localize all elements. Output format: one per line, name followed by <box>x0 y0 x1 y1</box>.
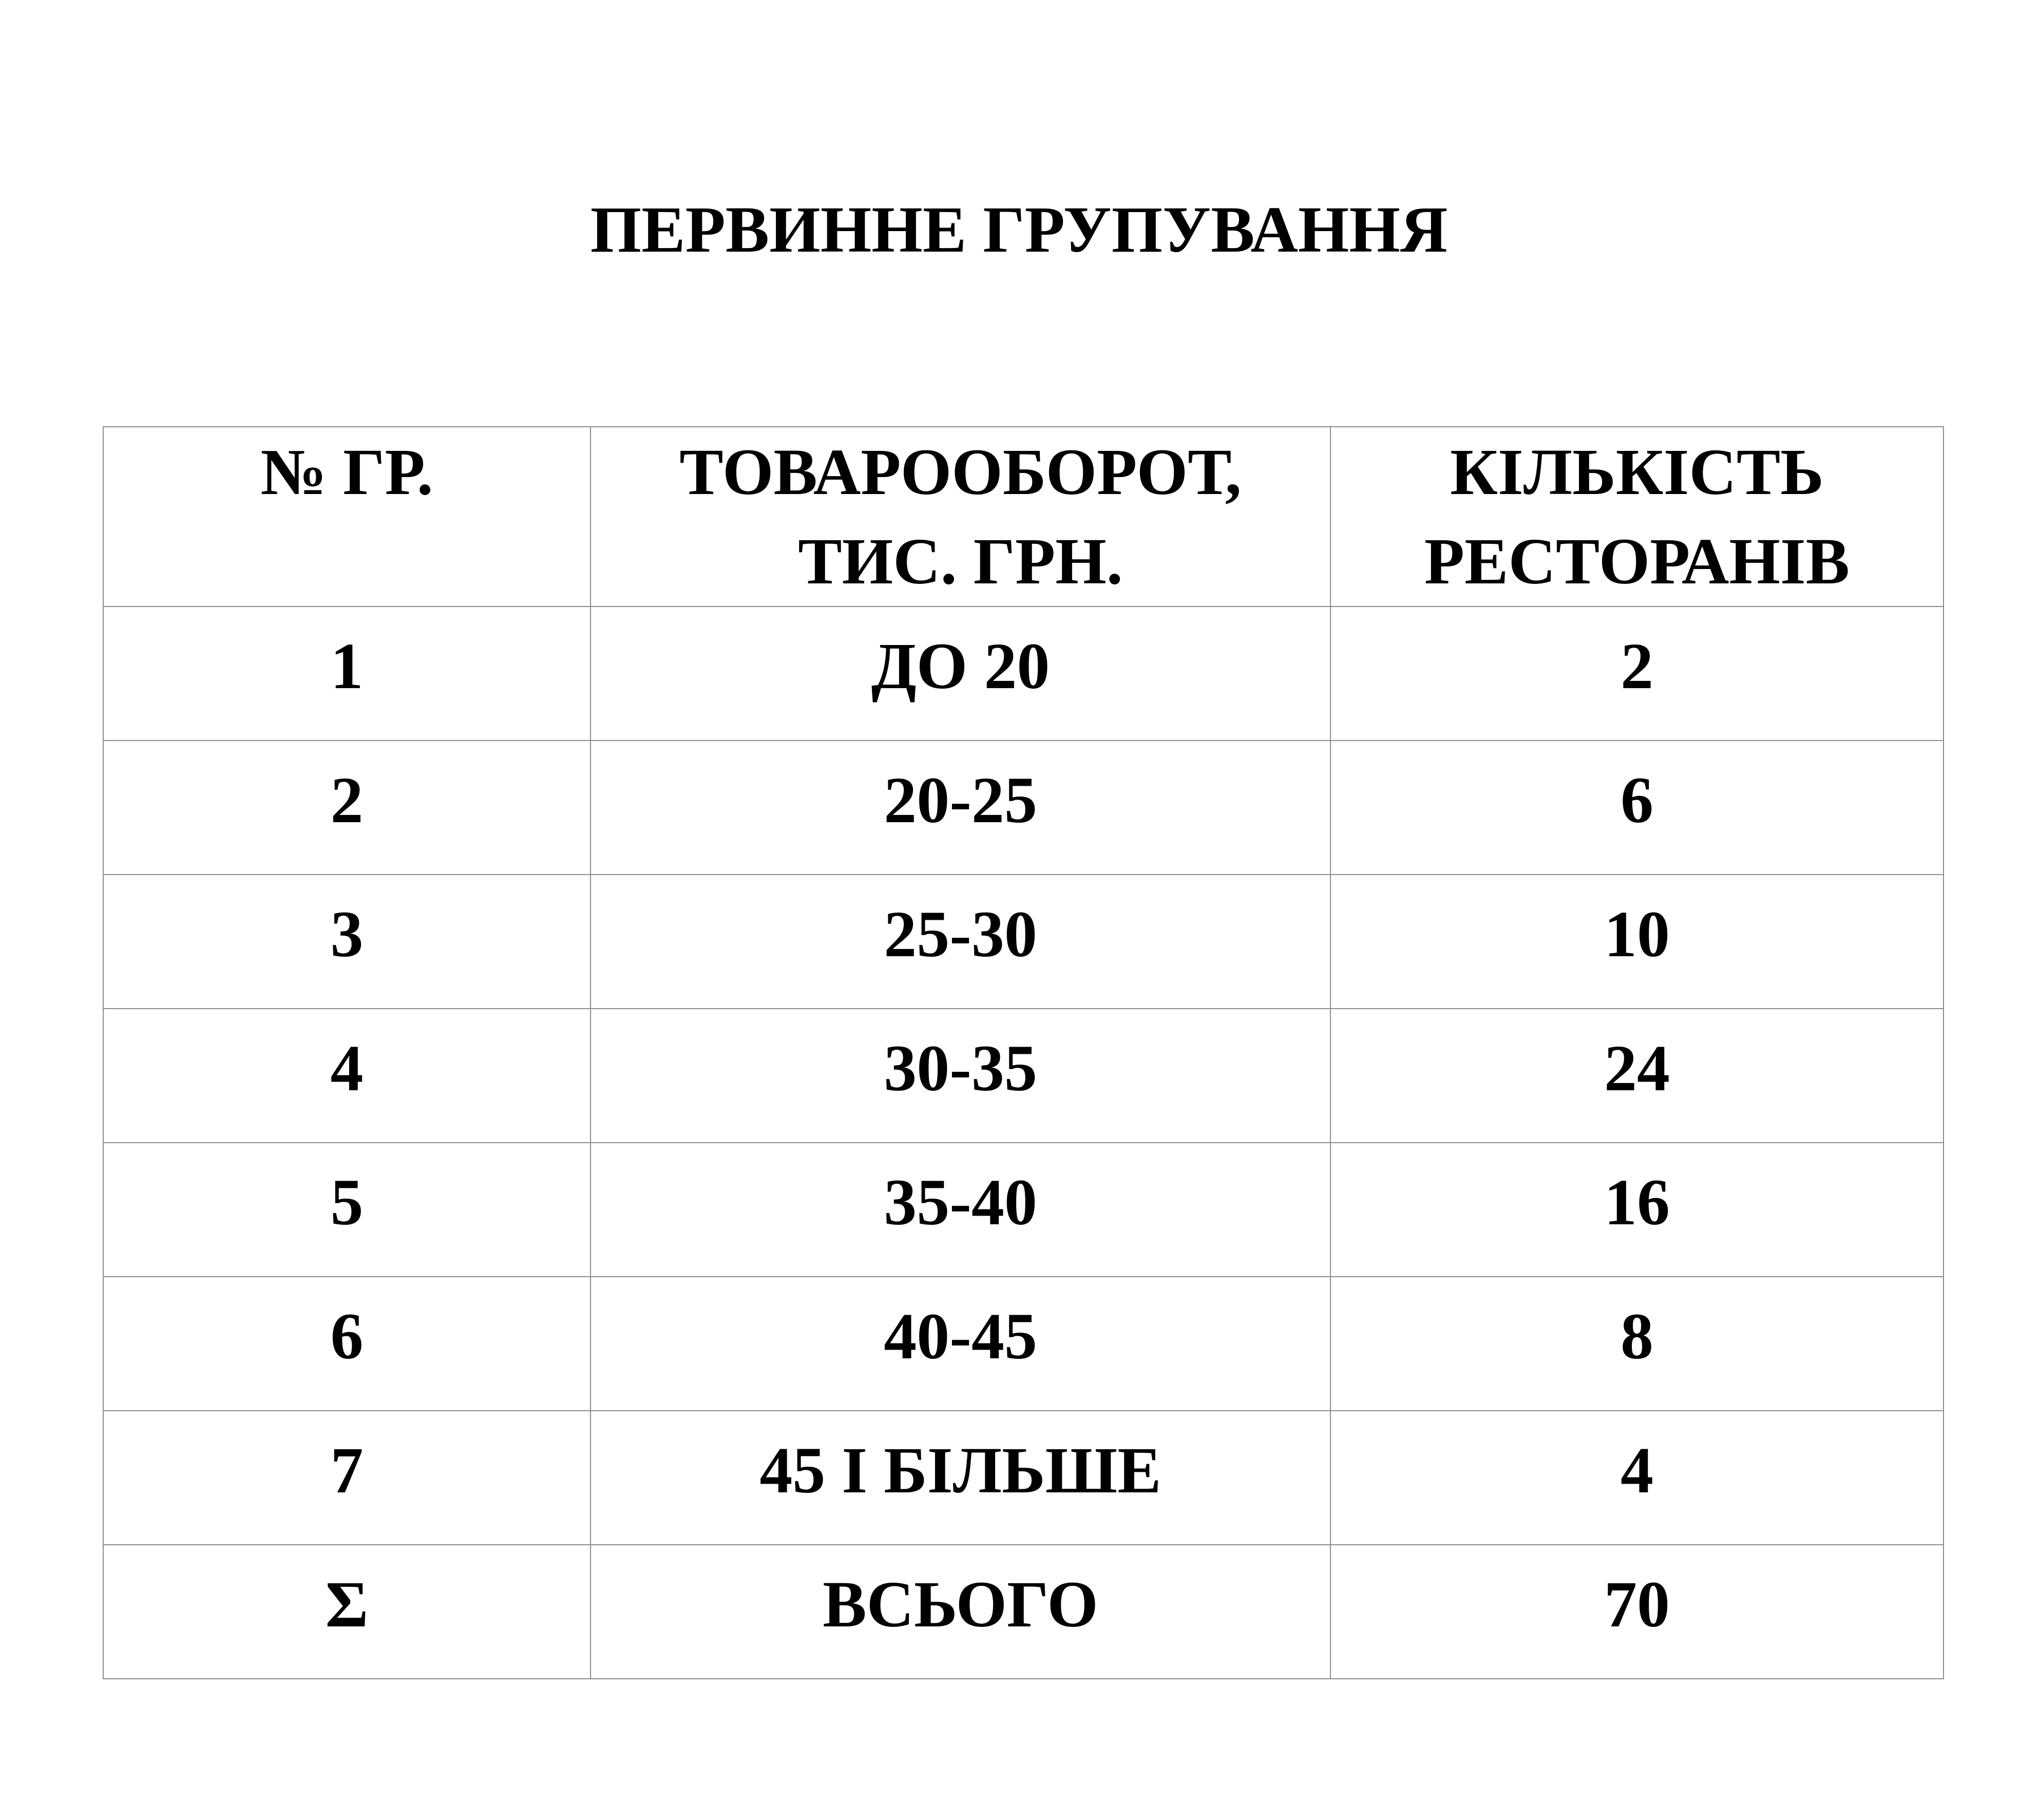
header-restaurant-count <box>1330 427 1944 606</box>
cell-restaurant-count: 6 <box>1330 741 1944 875</box>
cell-turnover: 45 І БІЛЬШЕ <box>591 1411 1330 1545</box>
cell-restaurant-count: 4 <box>1330 1411 1944 1545</box>
table-row <box>103 1143 1944 1277</box>
cell-turnover: 35-40 <box>591 1143 1330 1277</box>
header-line: ТИС. ГРН. <box>798 525 1123 598</box>
cell-restaurant-count: 2 <box>1330 606 1944 741</box>
cell-restaurant-count: 8 <box>1330 1277 1944 1411</box>
table-row <box>103 606 1944 741</box>
table-row <box>103 1277 1944 1411</box>
cell-restaurant-count: 24 <box>1330 1009 1944 1143</box>
cell-turnover: 20-25 <box>591 741 1330 875</box>
header-group-number <box>103 427 591 606</box>
cell-turnover: ДО 20 <box>591 606 1330 741</box>
page-title: ПЕРВИННЕ ГРУПУВАННЯ <box>590 193 1448 266</box>
cell-group-number: 1 <box>103 606 591 741</box>
header-line: КІЛЬКІСТЬ <box>1450 435 1824 508</box>
header-turnover <box>591 427 1330 606</box>
header-line: РЕСТОРАНІВ <box>1424 525 1850 598</box>
cell-group-number: 5 <box>103 1143 591 1277</box>
cell-turnover: 25-30 <box>591 875 1330 1009</box>
table-row <box>103 741 1944 875</box>
cell-group-number: 2 <box>103 741 591 875</box>
header-line: № ГР. <box>260 435 433 508</box>
header-row <box>103 427 1944 606</box>
header-line: ТОВАРООБОРОТ, <box>679 435 1242 508</box>
table-header <box>103 427 1944 606</box>
cell-total-value: 70 <box>1330 1545 1944 1679</box>
grouping-table <box>103 426 1944 1679</box>
table-row <box>103 1411 1944 1545</box>
cell-restaurant-count: 10 <box>1330 875 1944 1009</box>
cell-turnover: 40-45 <box>591 1277 1330 1411</box>
cell-group-number: 4 <box>103 1009 591 1143</box>
cell-restaurant-count: 16 <box>1330 1143 1944 1277</box>
cell-group-number: 7 <box>103 1411 591 1545</box>
table-row <box>103 1009 1944 1143</box>
table-row-total <box>103 1545 1944 1679</box>
cell-group-number: 6 <box>103 1277 591 1411</box>
table-body <box>103 606 1944 1679</box>
table-row <box>103 875 1944 1009</box>
cell-turnover: 30-35 <box>591 1009 1330 1143</box>
cell-total-label: ВСЬОГО <box>591 1545 1330 1679</box>
cell-sum-symbol: Σ <box>103 1545 591 1679</box>
cell-group-number: 3 <box>103 875 591 1009</box>
